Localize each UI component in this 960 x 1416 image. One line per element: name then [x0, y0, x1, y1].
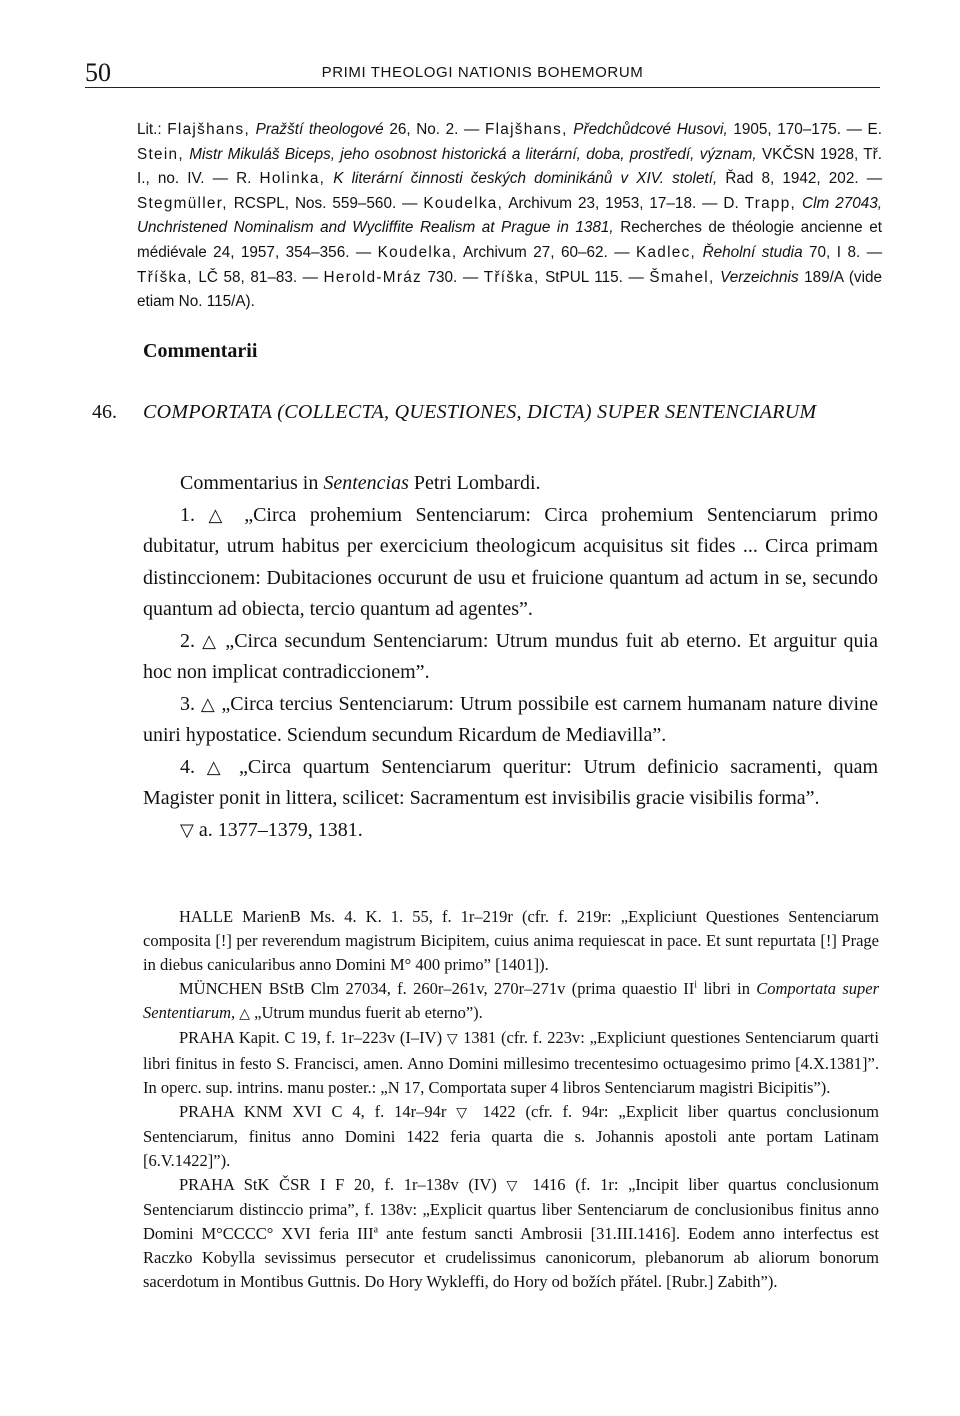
incipit-3 [143, 689, 878, 752]
incipit-number: 3. [180, 692, 201, 715]
lit-author: Herold-Mráz [323, 268, 422, 286]
ms-text: „Utrum mundus fuerit ab eterno”). [250, 1003, 483, 1023]
literature-block [137, 118, 882, 315]
triangle-down-icon: ▽ [446, 1031, 459, 1048]
ms-text: MÜNCHEN BStB Clm 27034, f. 260r–261v, 270r–271v (prima quaestio II [179, 979, 695, 999]
ms-text: libri in [697, 979, 757, 999]
dating-line [143, 815, 878, 847]
entry-title-text: COMPORTATA (COLLECTA, QUESTIONES, DICTA) SUPER SENTENCIARUM [143, 401, 817, 423]
lit-ref: RCSPL, Nos. 559–560. — [227, 194, 424, 212]
lit-ref: 1905, 170–175. — E. [727, 121, 883, 138]
lit-ref: Archivum 23, 1953, 17–18. — D. [503, 194, 745, 212]
lit-author: Holinka, [259, 170, 326, 188]
lit-title: Řeholní studia [696, 243, 803, 261]
lit-title: Pražští theologové [250, 121, 384, 138]
lit-ref: VKČSN 1928, Tř. I., no. IV. — R. [137, 145, 882, 188]
page-header [85, 50, 880, 87]
lit-ref: Archivum 27, 60–62. — [457, 243, 636, 261]
triangle-up-icon: △ [239, 1006, 251, 1023]
ms-superscript: a [373, 1224, 379, 1236]
page-number: 50 [85, 58, 111, 87]
lit-author: Flajšhans, [167, 121, 250, 138]
lit-author: Šmahel, [649, 268, 715, 286]
triangle-down-icon: ▽ [180, 819, 194, 841]
entry-number: 46. [92, 401, 117, 423]
intro-italic: Sentencias [323, 472, 409, 494]
lit-author: Tříška, [483, 268, 540, 286]
manuscript-munchen [143, 977, 879, 1026]
lit-ref: Řad 8, 1942, 202. — [717, 170, 882, 188]
lit-ref: 26, No. 2. — [383, 121, 485, 138]
ms-text: 1416 (f. 1r: „Incipit liber quartus conclusionum Sentenciarum distinccio prima”, f. 138v: „Explicit quartus liber Sentenciarum de conclusionibus finitus anno Domini M°CCCC° XVI feria III [143, 1175, 879, 1244]
manuscript-praha-knm [143, 1100, 879, 1173]
lit-title: Mistr Mikuláš Biceps, jeho osobnost historická a literární, doba, prostředí, význam, [183, 145, 757, 163]
manuscript-halle: HALLE MarienB Ms. 4. K. 1. 55, f. 1r–219r (cfr. f. 219r: „Expliciunt Questiones Sentenciarum composita [!] per reverendum magistrum Bicipitem, cuius anima requiescat in pace. Et sunt repurtata [!] Prage in diebus canicularibus anno Domini M° 400 primo” [1401]). [143, 907, 879, 975]
incipit-text: „Circa quartum Sentenciarum queritur: Utrum definicio sacramenti, quam Magister ponit in littera, scilicet: Sacramentum est invisibilis gracie visibilis forma”. [143, 755, 879, 809]
ms-text: 1422 (cfr. f. 94r: „Explicit liber quartus conclusionum Sentenciarum, finitus anno Domini 1422 feria quarta die s. Johannis apostoli ante portam Latinam [6.V.1422]”). [143, 1101, 879, 1170]
incipit-text: „Circa tercius Sentenciarum: Utrum possibile est carnem humanam nature divine uniri hypostatice. Sciendum secundum Ricardum de Mediavilla”. [143, 692, 878, 746]
incipit-number: 1. [180, 503, 209, 526]
running-title: PRIMI THEOLOGI NATIONIS BOHEMORUM [321, 64, 644, 81]
ms-superscript: i [694, 979, 698, 991]
lit-ref: StPUL 115. — [539, 268, 650, 286]
section-heading: Commentarii [143, 340, 258, 362]
incipit-text: „Circa prohemium Sentenciarum: Circa prohemium Sentenciarum primo dubitatur, utrum habitus per exercicium theologicum acquisitus sit fides ... Circa primam distinccionem: Dubitaciones occurunt de usu et fruicione quantum ad actum in se, secundo quantum ad obiecta, tercio quantum ad agentes”. [143, 503, 879, 620]
lit-title: Clm 27043, Unchristened Nominalism and Wycliffite Realism at Prague in 1381, [137, 194, 882, 237]
lit-ref: 730. — [421, 268, 484, 286]
manuscript-praha-stk [143, 1173, 879, 1294]
intro-text-end: Petri Lombardi. [408, 472, 541, 494]
lit-title: Předchůdcové Husovi, [567, 121, 728, 138]
lit-author: Trapp, [744, 194, 797, 212]
lit-ref: 70, I 8. — [802, 243, 882, 261]
header-rule [85, 87, 880, 88]
triangle-up-icon: △ [206, 756, 228, 778]
manuscripts-block [143, 905, 879, 1295]
incipit-text: „Circa secundum Sentenciarum: Utrum mundus fuit ab eterno. Et arguitur quia hoc non implicat contradiccionem”. [143, 629, 878, 683]
ms-text: PRAHA KNM XVI C 4, f. 14r–94r [179, 1101, 457, 1121]
lit-author: Tříška, [137, 268, 193, 286]
lit-author: Flajšhans, [484, 121, 568, 138]
lit-author: Koudelka, [377, 243, 458, 261]
lit-author: Stegmüller, [137, 194, 228, 212]
incipit-number: 2. [180, 629, 203, 652]
entry-intro [143, 468, 878, 500]
entry-title [92, 397, 882, 427]
triangle-down-icon: ▽ [456, 1104, 473, 1121]
triangle-down-icon: ▽ [506, 1178, 523, 1195]
triangle-up-icon: △ [200, 693, 216, 715]
manuscript-praha-kapit [143, 1026, 879, 1099]
lit-label: Lit.: [137, 121, 168, 138]
ms-text: ante festum sancti Ambrosii [31.III.1416]. Eodem anno interfectus est Raczko Kobylla sevissimus persecutor et crudelissimus canonicorum, plebanorum ab aliorum bonorum sacerdotum in Montibus Guttnis. Do Hory Wykleffi, do Hory od božích přátel. [Rubr.] Zabith”). [143, 1224, 880, 1292]
incipit-1 [143, 500, 878, 626]
lit-ref: 189/A (vide etiam No. 115/A). [137, 268, 882, 311]
ms-italic: Comportata super Sententiarum, [143, 979, 879, 1023]
incipit-number: 4. [180, 755, 207, 778]
literature-paragraph [137, 118, 882, 315]
lit-author: Koudelka, [423, 194, 504, 212]
intro-text: Commentarius in [180, 472, 324, 494]
lit-author: Kadlec, [635, 243, 697, 261]
lit-ref: Recherches de théologie ancienne et médiévale 24, 1957, 354–356. — [137, 219, 883, 261]
lit-title: K literární činnosti českých dominikánů v XIV. století, [325, 170, 718, 188]
entry-body [143, 468, 878, 846]
incipit-2 [143, 626, 878, 689]
ms-text: PRAHA Kapit. C 19, f. 1r–223v (I–IV) [179, 1028, 447, 1048]
ms-text: PRAHA StK ČSR I F 20, f. 1r–138v (IV) [179, 1175, 507, 1195]
lit-title: Verzeichnis [714, 268, 799, 286]
triangle-up-icon: △ [208, 504, 231, 526]
dating-text: a. 1377–1379, 1381. [193, 818, 363, 841]
lit-author: Stein, [137, 145, 184, 163]
incipit-4 [143, 752, 878, 815]
triangle-up-icon: △ [202, 630, 219, 652]
lit-ref: LČ 58, 81–83. — [192, 268, 324, 286]
ms-text: 1381 (cfr. f. 223v: „Expliciunt questiones Sentenciarum quarti libri finitus in festo S. Francisci, amen. Anno Domini millesimo trecentesimo octuagesimo primo [4.X.1381]”. In operc. sup. intrins. manu poster.: „N 17, Comportata super 4 libros Sentenciarum magistri Bicipitis”). [143, 1028, 879, 1097]
